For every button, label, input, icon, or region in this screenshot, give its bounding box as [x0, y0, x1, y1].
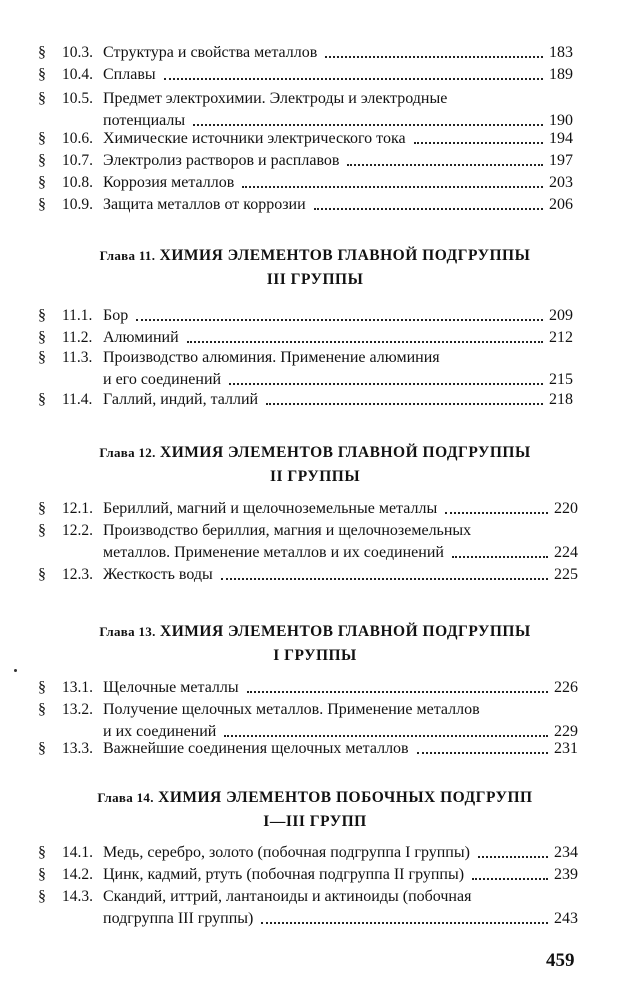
section-sign: § [38, 679, 46, 696]
entry-line [103, 305, 573, 327]
chapter-title-line2: II ГРУППЫ [269, 468, 361, 485]
entry-title: Важнейшие соединения щелочных металлов [103, 740, 409, 757]
entry-title: Бор [103, 307, 129, 324]
entry-title: Жесткость воды [103, 566, 213, 583]
entry-page: 212 [549, 329, 573, 346]
entry-line [103, 64, 573, 86]
chapter-heading-line1 [0, 620, 630, 644]
entry-page: 243 [554, 910, 578, 927]
dot-leader [478, 856, 548, 858]
dot-leader [136, 319, 543, 321]
entry-title-line1: Скандий, иттрий, лантаноиды и актиноиды (побочная [103, 888, 472, 905]
chapter-label: Глава 13. [99, 624, 156, 639]
section-sign: § [38, 130, 46, 147]
entry-number: 12.2. [62, 522, 93, 539]
page-number: 459 [546, 950, 575, 971]
section-sign: § [38, 391, 46, 408]
dot-leader [229, 383, 543, 385]
entry-number: 10.8. [62, 174, 93, 191]
entry-line [103, 128, 573, 150]
dot-leader [452, 556, 548, 558]
entry-line [103, 677, 578, 699]
entry-page: 206 [549, 196, 573, 213]
chapter-12-heading [0, 441, 630, 489]
chapter-heading-line1 [0, 786, 630, 810]
entry-page: 234 [554, 844, 578, 861]
entry-number: 10.5. [62, 90, 93, 107]
chapter-title: ХИМИЯ ЭЛЕМЕНТОВ ГЛАВНОЙ ПОДГРУППЫ [160, 623, 531, 640]
entry-title: и его соединений [103, 371, 222, 388]
dot-leader [221, 578, 548, 580]
entry-page: 226 [554, 679, 578, 696]
section-sign: § [38, 152, 46, 169]
entry-title: и их соединений [103, 723, 217, 740]
dot-leader [445, 512, 548, 514]
entry-line [103, 864, 578, 886]
entry-title: Бериллий, магний и щелочноземельные металлы [103, 500, 438, 517]
entry-number: 14.1. [62, 844, 93, 861]
entry-page: 190 [549, 112, 573, 129]
entry-number: 11.3. [62, 349, 93, 366]
entry-number: 13.3. [62, 740, 93, 757]
entry-number: 12.3. [62, 566, 93, 583]
dot-leader [247, 691, 548, 693]
entry-page: 229 [554, 723, 578, 740]
dot-leader [261, 922, 548, 924]
section-sign: § [38, 307, 46, 324]
chapter-label: Глава 12. [99, 445, 156, 460]
entry-page: 215 [549, 371, 573, 388]
entry-page: 189 [549, 66, 573, 83]
entry-line [103, 194, 573, 216]
entry-title: Коррозия металлов [103, 174, 235, 191]
entry-number: 13.1. [62, 679, 93, 696]
section-sign: § [38, 196, 46, 213]
entry-number: 10.6. [62, 130, 93, 147]
entry-title: Медь, серебро, золото (побочная подгруппа I группы) [103, 844, 470, 861]
section-sign: § [38, 174, 46, 191]
chapter-heading-line1 [0, 441, 630, 465]
entry-number: 14.2. [62, 866, 93, 883]
entry-page: 231 [554, 740, 578, 757]
dot-leader [314, 208, 543, 210]
print-speck [14, 669, 17, 672]
entry-title: Сплавы [103, 66, 156, 83]
entry-line [103, 542, 578, 564]
entry-line [103, 42, 573, 64]
section-sign: § [38, 329, 46, 346]
entry-title: Алюминий [103, 329, 179, 346]
chapter-title-line2: III ГРУППЫ [266, 271, 364, 288]
dot-leader [193, 124, 543, 126]
section-sign: § [38, 44, 46, 61]
entry-line [103, 327, 573, 349]
section-sign: § [38, 740, 46, 757]
entry-number: 11.1. [62, 307, 93, 324]
entry-line [103, 738, 578, 760]
dot-leader [414, 142, 543, 144]
section-sign: § [38, 349, 46, 366]
entry-page: 220 [554, 500, 578, 517]
chapter-title-line2: I—III ГРУПП [263, 813, 367, 830]
entry-number: 10.4. [62, 66, 93, 83]
section-sign: § [38, 66, 46, 83]
entry-number: 12.1. [62, 500, 93, 517]
entry-page: 209 [549, 307, 573, 324]
entry-title: металлов. Применение металлов и их соединений [103, 544, 444, 561]
entry-title-line1: Предмет электрохимии. Электроды и электродные [103, 90, 448, 107]
entry-number: 10.3. [62, 44, 93, 61]
chapter-title: ХИМИЯ ЭЛЕМЕНТОВ ГЛАВНОЙ ПОДГРУППЫ [159, 247, 531, 264]
entry-line [103, 172, 573, 194]
entry-line [103, 564, 578, 586]
dot-leader [325, 56, 543, 58]
section-sign: § [38, 844, 46, 861]
dot-leader [472, 878, 548, 880]
entry-line [103, 150, 573, 172]
chapter-13-heading [0, 620, 630, 668]
chapter-heading-line1 [0, 244, 630, 268]
section-sign: § [38, 522, 46, 539]
entry-title: Галлий, индий, таллий [103, 391, 259, 408]
entry-page: 194 [549, 130, 573, 147]
dot-leader [224, 735, 548, 737]
section-sign: § [38, 866, 46, 883]
entry-title: Структура и свойства металлов [103, 44, 318, 61]
entry-line [103, 842, 578, 864]
dot-leader [266, 403, 543, 405]
section-sign: § [38, 500, 46, 517]
entry-page: 239 [554, 866, 578, 883]
entry-title-line1: Производство бериллия, магния и щелочноземельных [103, 522, 472, 539]
chapter-title: ХИМИЯ ЭЛЕМЕНТОВ ГЛАВНОЙ ПОДГРУППЫ [160, 444, 531, 461]
entry-page: 203 [549, 174, 573, 191]
entry-line [103, 369, 573, 391]
entry-line [103, 908, 578, 930]
entry-number: 11.4. [62, 391, 93, 408]
entry-page: 224 [554, 544, 578, 561]
dot-leader [347, 164, 543, 166]
entry-title: Химические источники электрического тока [103, 130, 406, 147]
chapter-title: ХИМИЯ ЭЛЕМЕНТОВ ПОБОЧНЫХ ПОДГРУПП [158, 789, 533, 806]
chapter-label: Глава 14. [97, 790, 154, 805]
dot-leader [164, 78, 543, 80]
entry-title: подгруппа III группы) [103, 910, 254, 927]
entry-number: 10.9. [62, 196, 93, 213]
dot-leader [242, 186, 543, 188]
entry-number: 13.2. [62, 701, 93, 718]
entry-page: 197 [549, 152, 573, 169]
entry-title: Цинк, кадмий, ртуть (побочная подгруппа II группы) [103, 866, 465, 883]
section-sign: § [38, 888, 46, 905]
section-sign: § [38, 566, 46, 583]
chapter-label: Глава 11. [99, 248, 156, 263]
entry-title: Защита металлов от коррозии [103, 196, 306, 213]
dot-leader [187, 341, 543, 343]
entry-title-line1: Получение щелочных металлов. Применение металлов [103, 701, 480, 718]
entry-number: 10.7. [62, 152, 93, 169]
chapter-title-line2: I ГРУППЫ [273, 647, 357, 664]
entry-line [103, 389, 573, 411]
dot-leader [417, 752, 548, 754]
chapter-14-heading [0, 786, 630, 834]
entry-page: 225 [554, 566, 578, 583]
entry-number: 14.3. [62, 888, 93, 905]
entry-title: Электролиз растворов и расплавов [103, 152, 340, 169]
entry-title-line1: Производство алюминия. Применение алюминия [103, 349, 440, 366]
entry-title: потенциалы [103, 112, 186, 129]
entry-number: 11.2. [62, 329, 93, 346]
entry-title: Щелочные металлы [103, 679, 239, 696]
entry-line [103, 498, 578, 520]
entry-page: 183 [549, 44, 573, 61]
entry-page: 218 [549, 391, 573, 408]
section-sign: § [38, 701, 46, 718]
section-sign: § [38, 90, 46, 107]
chapter-11-heading [0, 244, 630, 292]
